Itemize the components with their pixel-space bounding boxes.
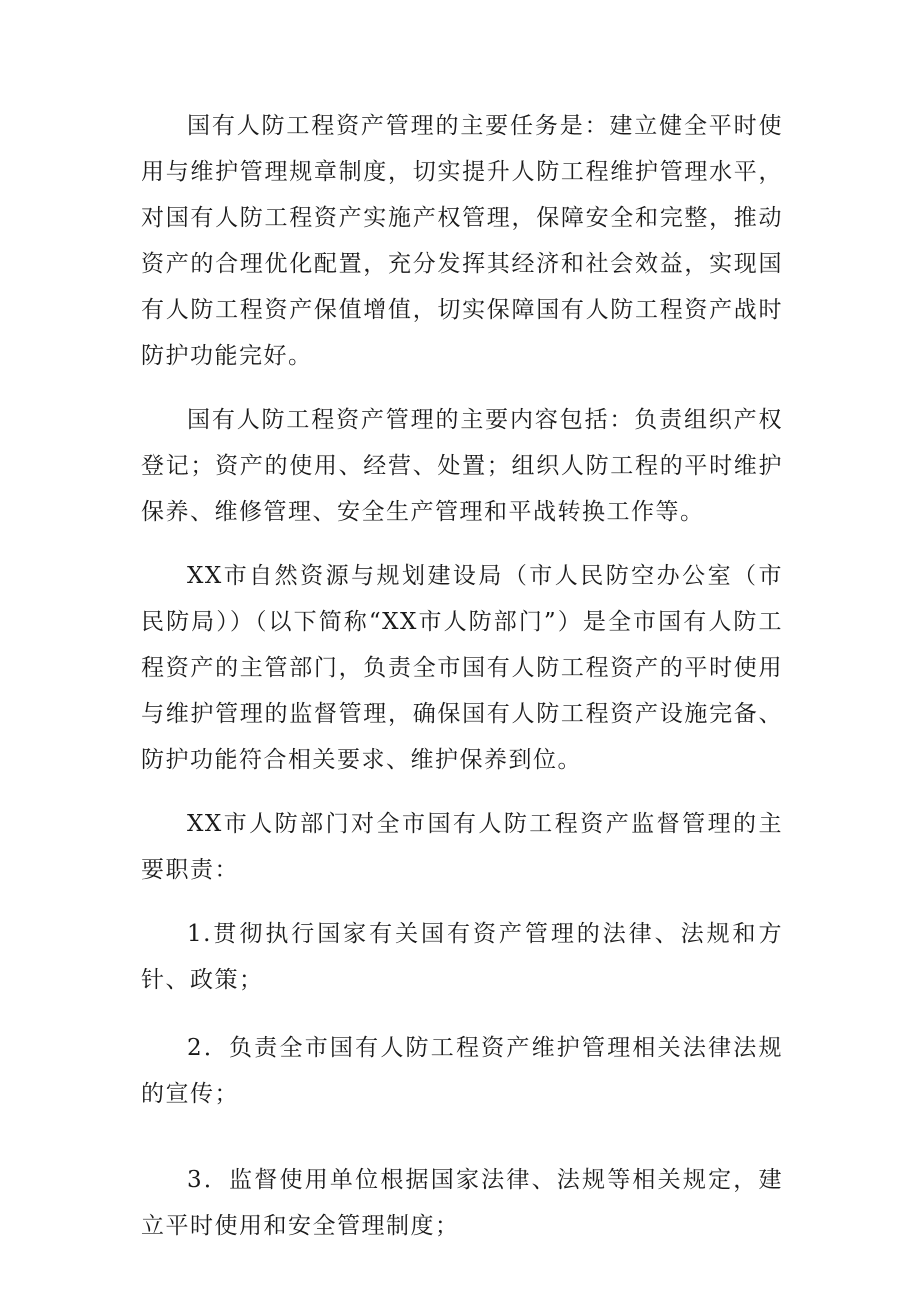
- paragraph-competent-department: XX市自然资源与规划建设局（市人民防空办公室（市民防局））（以下简称“XX市人防部门”）是全市国有人防工程资产的主管部门，负责全市国有人防工程资产的平时使用与维护管理的监督管理，确保国有人防工程资产设施完备、防护功能符合相关要求、维护保养到位。: [141, 563, 783, 773]
- paragraph-main-tasks: 国有人防工程资产管理的主要任务是：建立健全平时使用与维护管理规章制度，切实提升人防工程维护管理水平，对国有人防工程资产实施产权管理，保障安全和完整，推动资产的合理优化配置，充分发挥其经济和社会效益，实现国有人防工程资产保值增值，切实保障国有人防工程资产战时防护功能完好。: [141, 113, 783, 369]
- paragraph-duty-1: 1.贯彻执行国家有关国有资产管理的法律、法规和方针、政策；: [141, 921, 783, 993]
- paragraph-duty-2: 2．负责全市国有人防工程资产维护管理相关法律法规的宣传；: [141, 1035, 783, 1107]
- paragraph-duty-3: 3．监督使用单位根据国家法律、法规等相关规定，建立平时使用和安全管理制度；: [141, 1167, 783, 1239]
- paragraph-main-contents: 国有人防工程资产管理的主要内容包括：负责组织产权登记；资产的使用、经营、处置；组织人防工程的平时维护保养、维修管理、安全生产管理和平战转换工作等。: [141, 407, 783, 525]
- paragraph-duties-intro: XX市人防部门对全市国有人防工程资产监督管理的主要职责：: [141, 811, 783, 883]
- document-body: [141, 103, 783, 1249]
